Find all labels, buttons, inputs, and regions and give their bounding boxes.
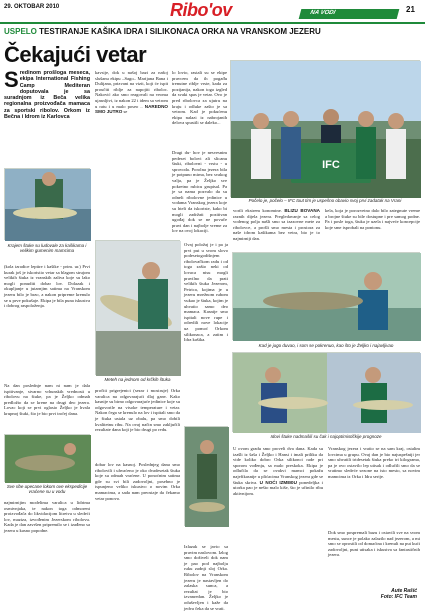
body-text: pročiti prigrejenici (sezar i mostruje) Orka varalica na odgovarajući dlaj ganv. Kako kasnije su birno odgovarajuće jedinice koje su odgovorile na visoke temperature i vetar. Nakon čega se krenulo na lov i ispitali smo da je štuka ustala uz obalu, pa smo dobili kvalitetnu ribu. Na ovaj način smo zaključili rezultate dana koji je bio drugi po redu. — [95, 388, 180, 433]
body-column-2b — [95, 388, 180, 460]
page-number: 21 — [406, 5, 415, 14]
top-photo-image — [231, 61, 421, 198]
body-column-4b — [233, 446, 323, 598]
body-text: kela, koja je porozvetno dalo bilo zategnute vreme a brojne štuke su bile dostupne i pre samog podne. Pa i posle toga, štuka je uzela i najveće koncepcije koje sme isprobali na pontonu. — [325, 208, 420, 230]
left-photo-caption: Krajem štuke su ludovale za kašikama i velikim gumenim mamcima — [7, 243, 87, 254]
body-column-5c — [328, 530, 420, 586]
right-photo-2-image — [233, 353, 421, 433]
body-text: Dok smo pospremali bazu i ostavili sve na svom mestu, sunce je polako zalazilo nad jezerom, a mi smo se oprostili od domaćina i krenuli na put kući zadovoljni, puni utisaka i iskustva sa fantastičnih jezera. — [328, 530, 420, 558]
bottom-middle-photo — [184, 426, 228, 526]
body-text: Vranskog jezera i vratio se na sam kraj, ostalim lovcima u grupu. Ovaj dan je bio najuspešniji jer smo uhvatili tridesetak štuka preko tri kilograma, pa je ovo ostavilo lep utisak i odlučili smo da se vratimo sledeće sezone na isto mesto, sa novim mamcima iz Orka i Idra serije. — [328, 446, 420, 479]
author-credit — [381, 588, 417, 600]
author-name: Aute Rašić — [391, 588, 417, 594]
issue-date: 29. OKTOBAR 2010 — [4, 4, 60, 10]
body-text: najmirnijim modelima varalica u lidrima osmivnjaka, te nakon toga odmoreni proizvođača do likvidacijom litreiva u sledeći lov, maziza, izvođenim Jezerskom ribolovu. Kada je dan završen pripremilo se i izađeno sa jezera u kasno popodne. — [4, 500, 90, 533]
kicker-prefix: USPELO — [4, 27, 37, 36]
right-photo — [232, 252, 420, 340]
lead-text: redinom prošloga meseca, ekipa International Fishing Camp Mediteran doputovala je sa suradnjom iz Beča velika regionalna proizvođača mamaca za sportski ribolov. Orkom iz Bečna i Idrom iz Karlovca — [4, 70, 90, 121]
photo-credit: Foto: IFC Team — [380, 594, 417, 600]
subheading: U NOĆI IZMEĐU — [259, 479, 297, 485]
bottom-left-photo — [4, 434, 90, 482]
body-column-1 — [4, 264, 90, 379]
subheading: NAREDNO SMO JUTRO — [95, 103, 168, 115]
body-text: se — [123, 109, 128, 115]
body-text: U ovom gradu smo proveli dva dana. Kada su izašli iz šaša i Željko i Hansi i imali priliku da vide koliko dobro Orka silikonci rade pri sporom vođenju, sa malo preskoka. Ekipa je odlučila da se ovakvi mamci pokažu najefikasnije u plićacima Vranskog jezera gde se štuka skriva. — [233, 446, 323, 485]
body-column-2c — [95, 462, 180, 598]
header-rule — [0, 22, 425, 24]
top-photo-caption: Počelo je, počelo – IFC tout tim je uspešno obavio svoj prvi zadatak na Vrani — [248, 198, 402, 203]
body-text: kavsije, dok u našoj bazi za našoj slušanu ekipu ‒Sago‒ Marijana Bana i Dulijana, prizvani na vizit, koji će ispit proučiti riblje za napojiti riboloc. Naković ako smo reagovali na veoma ujasnljivi, iz nakon 22 i idem sa vetrom u ratu i u malo poseo .. — [95, 70, 168, 109]
body-column-5b — [328, 446, 420, 528]
middle-photo — [95, 240, 180, 375]
body-text: vorili ekstrem konomine. — [233, 208, 282, 213]
body-column-1c — [4, 500, 90, 598]
body-text: lo lovio, rastali su se ekipe pravcem da ih pogađu trenutne riblje vrste, kada za pozijanija, nakon toga izgled da svaki spas je vetar. Ovo je pred ribolovca za ujutru na kraju i odluke zašto je sa vetrom. Kad je pokućenu ekipa nalazi iz nabrojanih delova spustili se daleko... — [172, 70, 227, 126]
subheading: BLIZU BOVANA — [284, 208, 320, 213]
body-text: Na dan poslednje nam ni nam je dala ispitivanje, stvarno vrhunskih vrednosti u ribolovu na štuke, pa je Željko odmah predložio da se krene na drugi deo jezera. Lovac koji se prvi oglasio Željko je hvala krupnoj štuki, što je bio prvi trofej dana. — [4, 383, 90, 416]
right-photo-image — [233, 253, 421, 341]
article-kicker — [4, 27, 321, 36]
body-column-3 — [172, 70, 227, 148]
body-column-3b — [172, 150, 227, 240]
body-column-1b — [4, 383, 90, 431]
body-column-3d — [184, 544, 228, 611]
body-text: dobar lov na kasnoj. Poslednjeg dana smo ribolovili i uhvaćeno je oko dvadesetak štuka koje su odmah vraćene. U ponoćnim satima gde su svi bili zadovoljni, posebno je ispunjeno veliko iskustvo o novim Orka mamacima, a sada nam preostaje da čekamo vetar ponovo. — [95, 462, 180, 501]
section-label — [299, 9, 400, 19]
body-text: Ovaj položaj je i pa ja prvi put u svom slovo podesetogodišnjem ribolovačkom radu i od toga zašto neki od lovaca nisu mogli pravilno da prati velikih štuka Jezerom, Petrica, kojima je u jezeru mrežnom rubom vukao je štuka, kojim je uhvatio samo deo mamaca. Kasnije smo ispitali nove rupe i odredili nove lokacije uz pomoć Orkom silikonaca, a zatim i Idra kašika. — [184, 242, 229, 343]
middle-photo-image — [96, 241, 181, 376]
body-text: raznih dijela jezera. Pregledavanje sa celog vodenog polja našli smo sa izazovne mete za ribolovce, a prošli smo mesta i prostora za naše idrom kašikama bez vetra, bio je to najmirniji dan. — [233, 213, 320, 241]
bottom-left-photo-image — [5, 435, 91, 483]
section-label-text: NA VODI — [309, 10, 336, 16]
right-photo-2 — [232, 352, 420, 432]
article-title: Čekajući vetar — [4, 42, 147, 67]
right-photo-2-caption: Idovi štuke nadmašili su čak i najoptimističkije prognoze — [270, 434, 382, 439]
right-photo-caption: Kad je jugo duvao, i som se pokrenuo, kao što je Željko i najavljivao — [258, 343, 394, 348]
bottom-middle-photo-image — [185, 427, 229, 527]
kicker-text: TESTIRANJE KAŠIKA IDRA I SILIKONACA ORKA NA VRANSKOM JEZERU — [39, 27, 321, 36]
magazine-logo: Ribo'ov — [170, 0, 232, 20]
body-column-5 — [325, 208, 420, 248]
top-photo — [230, 60, 420, 197]
left-photo-image — [5, 169, 91, 241]
body-column-2 — [95, 70, 168, 138]
body-text: Dragi du- hov je nesvesnim pedeset bolovi ali slicanu štuki, ribolovni - vrstu - u sprovoda. Porolna jezera bila je potpuno mirna, bez svakog valja, pa je Željko sve pokretno rubicu grupisal. Pa je sa nama pozvalo da su odneli ribolovne jedinice u vodama Vranskog jezera koje su hteli da iskoriste, kako bi mogli zadržati pozitivan ugođaj dok se ne povuče pravi dan i najbolje vreme za lov na ovoj lokaciji. — [172, 150, 227, 234]
middle-photo-caption: Meteh na jednom od krčkih štuka — [104, 377, 171, 382]
body-text: Izlazak se javio sa pravim naslovom. Izlog smo doživeli dok nam je pao pod najbolju ruku zadnji sloj Orka. Ribolov na Vranskom jezeru je nastavljen do zalaska sunca, a rezultat je bio izvanredan. Željko je oduševljen i kaže da jedva čeka da se vrati. — [184, 544, 228, 611]
body-text: ponedeljka i utorka pao je nešto malo kiše, što je učinilo ribu aktivnijom. — [233, 479, 323, 496]
body-text: (kola izradice leptire i kašike - prim. ur.) Prvi kurak još je iskoristio vetar sa blagom strujom velikih štuka iz vranskih zaliva koje su lako mogli ponuditi dobar lov. Dolazak i okupljanje u jutarnjim satima na Vranskom jezeru bilo je brzo, a nakon pripreme krenulo se u prve pokušaje. Ekipa je bila puna iskustva i dobrog raspoloženja. — [4, 264, 90, 309]
banner-text: IFC — [322, 159, 340, 171]
drop-cap: S — [4, 67, 19, 92]
article-lead — [4, 67, 90, 166]
body-column-3c — [184, 242, 228, 422]
bottom-left-photo-caption: Sve ribe upecane lokom ove ekspedicije vraćene su u vodu — [6, 484, 88, 495]
body-column-4 — [233, 208, 320, 248]
left-photo — [4, 168, 90, 240]
